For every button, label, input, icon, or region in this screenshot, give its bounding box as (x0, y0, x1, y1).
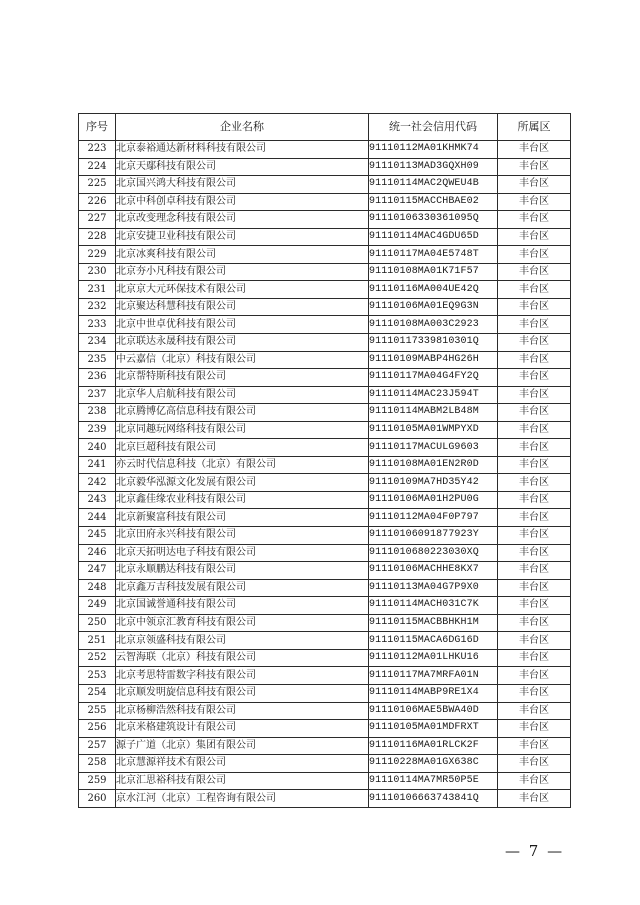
district: 丰台区 (498, 316, 571, 334)
company-name: 北京同趣玩网络科技有限公司 (116, 421, 369, 439)
row-number: 244 (79, 509, 116, 527)
row-number: 225 (79, 176, 116, 194)
district: 丰台区 (498, 772, 571, 790)
company-name: 北京安捷卫业科技有限公司 (116, 228, 369, 246)
row-number: 248 (79, 579, 116, 597)
district: 丰台区 (498, 544, 571, 562)
district: 丰台区 (498, 141, 571, 159)
header-number: 序号 (79, 114, 116, 141)
district: 丰台区 (498, 649, 571, 667)
district: 丰台区 (498, 509, 571, 527)
row-number: 227 (79, 211, 116, 229)
row-number: 249 (79, 597, 116, 615)
company-name: 北京泰裕通达新材料科技有限公司 (116, 141, 369, 159)
company-name: 北京新聚富科技有限公司 (116, 509, 369, 527)
table-row (79, 351, 571, 369)
credit-code: 91110114MACH031C7K (369, 597, 498, 615)
row-number: 251 (79, 632, 116, 650)
row-number: 229 (79, 246, 116, 264)
district: 丰台区 (498, 263, 571, 281)
table-row (79, 421, 571, 439)
credit-code: 9111010680223030XQ (369, 544, 498, 562)
row-number: 231 (79, 281, 116, 299)
company-name: 北京联达永晟科技有限公司 (116, 334, 369, 352)
credit-code: 91110109MA7HD35Y42 (369, 474, 498, 492)
district: 丰台区 (498, 737, 571, 755)
company-name: 北京中世卓优科技有限公司 (116, 316, 369, 334)
table-row (79, 316, 571, 334)
row-number: 247 (79, 562, 116, 580)
district: 丰台区 (498, 421, 571, 439)
table-row (79, 491, 571, 509)
credit-code: 91110228MA01GX638C (369, 755, 498, 773)
row-number: 241 (79, 456, 116, 474)
row-number: 237 (79, 386, 116, 404)
district: 丰台区 (498, 790, 571, 808)
company-name: 北京京大元环保技术有限公司 (116, 281, 369, 299)
district: 丰台区 (498, 720, 571, 738)
company-name: 中云嘉信（北京）科技有限公司 (116, 351, 369, 369)
table-row (79, 579, 571, 597)
credit-code: 91110114MAC2QWEU4B (369, 176, 498, 194)
credit-code: 91110113MA04G7P9X0 (369, 579, 498, 597)
row-number: 236 (79, 369, 116, 387)
company-name: 云智海联（北京）科技有限公司 (116, 649, 369, 667)
credit-code: 91110115MACCHBAE02 (369, 193, 498, 211)
district: 丰台区 (498, 562, 571, 580)
row-number: 245 (79, 527, 116, 545)
district: 丰台区 (498, 193, 571, 211)
district: 丰台区 (498, 298, 571, 316)
company-name: 亦云时代信息科技（北京）有限公司 (116, 456, 369, 474)
district: 丰台区 (498, 597, 571, 615)
company-name: 北京考思特雷数字科技有限公司 (116, 667, 369, 685)
credit-code: 91110106MA01H2PU0G (369, 491, 498, 509)
credit-code: 91110108MA003C2923 (369, 316, 498, 334)
credit-code: 91110105MA01WMPYXD (369, 421, 498, 439)
table-row (79, 158, 571, 176)
row-number: 254 (79, 684, 116, 702)
district: 丰台区 (498, 404, 571, 422)
row-number: 243 (79, 491, 116, 509)
credit-code: 91110112MA01KHMK74 (369, 141, 498, 159)
table-row (79, 298, 571, 316)
credit-code: 91110109MABP4HG26H (369, 351, 498, 369)
row-number: 257 (79, 737, 116, 755)
company-name: 北京改变理念科技有限公司 (116, 211, 369, 229)
company-name: 北京国诚誉通科技有限公司 (116, 597, 369, 615)
table-row (79, 404, 571, 422)
company-name: 北京夯小凡科技有限公司 (116, 263, 369, 281)
company-name: 北京鑫万吉科技发展有限公司 (116, 579, 369, 597)
company-name: 北京中科创卓科技有限公司 (116, 193, 369, 211)
company-name: 北京华人启航科技有限公司 (116, 386, 369, 404)
table-row (79, 632, 571, 650)
district: 丰台区 (498, 527, 571, 545)
table-row (79, 263, 571, 281)
credit-code: 91110117MA04G4FY2Q (369, 369, 498, 387)
enterprise-table (78, 113, 571, 808)
district: 丰台区 (498, 474, 571, 492)
table-row (79, 176, 571, 194)
credit-code: 91110106330361095Q (369, 211, 498, 229)
row-number: 246 (79, 544, 116, 562)
credit-code: 91110114MAC23J594T (369, 386, 498, 404)
credit-code: 91110117MACULG9603 (369, 439, 498, 457)
district: 丰台区 (498, 632, 571, 650)
credit-code: 91110108MA01K71F57 (369, 263, 498, 281)
table-row (79, 527, 571, 545)
district: 丰台区 (498, 158, 571, 176)
credit-code: 91110105MA01MDFRXT (369, 720, 498, 738)
district: 丰台区 (498, 579, 571, 597)
credit-code: 91110106663743841Q (369, 790, 498, 808)
row-number: 253 (79, 667, 116, 685)
district: 丰台区 (498, 439, 571, 457)
company-name: 北京鑫佳缘农业科技有限公司 (116, 491, 369, 509)
company-name: 京水江河（北京）工程咨询有限公司 (116, 790, 369, 808)
table-row (79, 369, 571, 387)
credit-code: 91110106MAE5BWA40D (369, 702, 498, 720)
district: 丰台区 (498, 755, 571, 773)
company-name: 北京聚达科慧科技有限公司 (116, 298, 369, 316)
table-row (79, 228, 571, 246)
row-number: 240 (79, 439, 116, 457)
page-number: — 7 — (505, 842, 565, 860)
company-name: 源子广道（北京）集团有限公司 (116, 737, 369, 755)
district: 丰台区 (498, 211, 571, 229)
table-row (79, 597, 571, 615)
district: 丰台区 (498, 667, 571, 685)
table-row (79, 544, 571, 562)
row-number: 226 (79, 193, 116, 211)
district: 丰台区 (498, 684, 571, 702)
district: 丰台区 (498, 369, 571, 387)
table-row (79, 474, 571, 492)
table-row (79, 334, 571, 352)
table-row (79, 281, 571, 299)
row-number: 258 (79, 755, 116, 773)
company-name: 北京天鄢科技有限公司 (116, 158, 369, 176)
credit-code: 91110117MA7MRFA01N (369, 667, 498, 685)
table-row (79, 772, 571, 790)
table-body (79, 141, 571, 808)
table-row (79, 562, 571, 580)
credit-code: 91110117MA04E5748T (369, 246, 498, 264)
table-row (79, 211, 571, 229)
row-number: 228 (79, 228, 116, 246)
credit-code: 91110114MA7MR50P5E (369, 772, 498, 790)
row-number: 259 (79, 772, 116, 790)
row-number: 234 (79, 334, 116, 352)
credit-code: 91110112MA01LHKU16 (369, 649, 498, 667)
company-name: 北京米格建筑设计有限公司 (116, 720, 369, 738)
table-row (79, 720, 571, 738)
table-header-row (79, 114, 571, 141)
table-row (79, 193, 571, 211)
table-row (79, 439, 571, 457)
table-row (79, 614, 571, 632)
credit-code: 91110117339810301Q (369, 334, 498, 352)
table-row (79, 702, 571, 720)
company-name: 北京天拓明达电子科技有限公司 (116, 544, 369, 562)
district: 丰台区 (498, 334, 571, 352)
district: 丰台区 (498, 386, 571, 404)
credit-code: 91110116MA01RLCK2F (369, 737, 498, 755)
row-number: 224 (79, 158, 116, 176)
row-number: 233 (79, 316, 116, 334)
table-row (79, 246, 571, 264)
company-name: 北京顺发明旋信息科技有限公司 (116, 684, 369, 702)
credit-code: 91110115MACA6DG16D (369, 632, 498, 650)
table-row (79, 386, 571, 404)
row-number: 252 (79, 649, 116, 667)
credit-code: 91110106MA01EQ9G3N (369, 298, 498, 316)
credit-code: 91110108MA01EN2R0D (369, 456, 498, 474)
district: 丰台区 (498, 176, 571, 194)
district: 丰台区 (498, 702, 571, 720)
row-number: 260 (79, 790, 116, 808)
company-name: 北京汇思裕科技有限公司 (116, 772, 369, 790)
row-number: 239 (79, 421, 116, 439)
table-row (79, 790, 571, 808)
district: 丰台区 (498, 281, 571, 299)
district: 丰台区 (498, 246, 571, 264)
table-row (79, 141, 571, 159)
credit-code: 91110114MAC4GDU65D (369, 228, 498, 246)
company-name: 北京永顺鹏达科技有限公司 (116, 562, 369, 580)
row-number: 256 (79, 720, 116, 738)
credit-code: 91110113MAD3GQXH09 (369, 158, 498, 176)
company-name: 北京慧源祥技术有限公司 (116, 755, 369, 773)
row-number: 223 (79, 141, 116, 159)
table-row (79, 649, 571, 667)
header-district: 所属区 (498, 114, 571, 141)
credit-code: 91110106MACHHE8KX7 (369, 562, 498, 580)
company-name: 北京帮特斯科技有限公司 (116, 369, 369, 387)
row-number: 242 (79, 474, 116, 492)
header-company-name: 企业名称 (116, 114, 369, 141)
credit-code: 91110106091877923Y (369, 527, 498, 545)
table-row (79, 509, 571, 527)
row-number: 255 (79, 702, 116, 720)
company-name: 北京毅华泓源文化发展有限公司 (116, 474, 369, 492)
table-row (79, 755, 571, 773)
table-row (79, 667, 571, 685)
row-number: 238 (79, 404, 116, 422)
credit-code: 91110114MABP9RE1X4 (369, 684, 498, 702)
header-credit-code: 统一社会信用代码 (369, 114, 498, 141)
company-name: 北京田府永兴科技有限公司 (116, 527, 369, 545)
table-row (79, 456, 571, 474)
company-name: 北京国兴鸿大科技有限公司 (116, 176, 369, 194)
company-name: 北京京领盛科技有限公司 (116, 632, 369, 650)
row-number: 235 (79, 351, 116, 369)
credit-code: 91110114MABM2LB48M (369, 404, 498, 422)
company-name: 北京巨超科技有限公司 (116, 439, 369, 457)
company-name: 北京腾博亿高信息科技有限公司 (116, 404, 369, 422)
row-number: 230 (79, 263, 116, 281)
company-name: 北京杨柳浩然科技有限公司 (116, 702, 369, 720)
credit-code: 91110112MA04F0P797 (369, 509, 498, 527)
district: 丰台区 (498, 456, 571, 474)
credit-code: 91110116MA004UE42Q (369, 281, 498, 299)
company-name: 北京冰爽科技有限公司 (116, 246, 369, 264)
district: 丰台区 (498, 614, 571, 632)
credit-code: 91110115MACBBHKH1M (369, 614, 498, 632)
row-number: 232 (79, 298, 116, 316)
district: 丰台区 (498, 351, 571, 369)
table-row (79, 684, 571, 702)
district: 丰台区 (498, 491, 571, 509)
table-row (79, 737, 571, 755)
row-number: 250 (79, 614, 116, 632)
district: 丰台区 (498, 228, 571, 246)
company-name: 北京中领京汇教育科技有限公司 (116, 614, 369, 632)
